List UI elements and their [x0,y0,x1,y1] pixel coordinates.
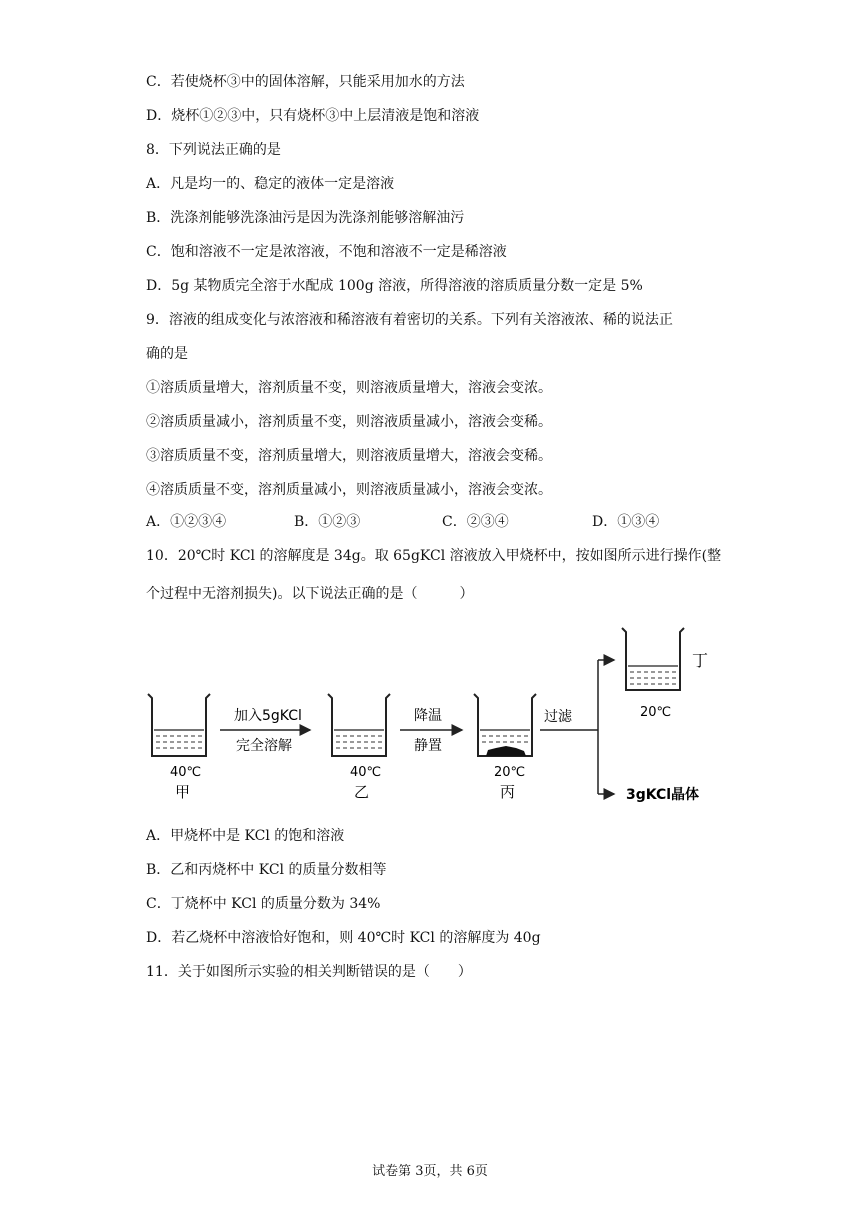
q9-statement-1: ①溶质质量增大，溶剂质量不变，则溶液质量增大，溶液会变浓。 [146,380,552,396]
crystal-precipitate [486,746,526,756]
q8-option-d: D．5g 某物质完全溶于水配成 100g 溶液，所得溶液的溶质质量分数一定是 5% [146,278,643,294]
q9-statement-4: ④溶质质量不变，溶剂质量减小，则溶液质量减小，溶液会变浓。 [146,482,552,498]
q10-option-c: C．丁烧杯中 KCl 的质量分数为 34% [146,896,381,912]
arrow-2-bottom-label: 静置 [414,738,442,754]
q8-option-b: B．洗涤剂能够洗涤油污是因为洗涤剂能够溶解油污 [146,210,465,226]
arrow-2-top-label: 降温 [414,708,442,724]
beaker-ding-name: 丁 [692,651,709,670]
page-footer: 试卷第 3页，共 6页 [372,1164,488,1179]
q7-option-c: C．若使烧杯③中的固体溶解，只能采用加水的方法 [146,74,465,90]
q9-option-b: B．①②③ [294,514,361,530]
q8-stem: 8．下列说法正确的是 [146,142,281,158]
q9-stem: 9．溶液的组成变化与浓溶液和稀溶液有着密切的关系。下列有关溶液浓、稀的说法正 [146,312,673,328]
q10-option-d: D．若乙烧杯中溶液恰好饱和，则 40℃时 KCl 的溶解度为 40g [146,930,541,946]
q9-option-c: C．②③④ [442,514,509,530]
q8-option-c: C．饱和溶液不一定是浓溶液，不饱和溶液不一定是稀溶液 [146,244,507,260]
beaker-bing [474,694,536,756]
q9-option-d: D．①③④ [592,514,660,530]
q10-stem: 10．20℃时 KCl 的溶解度是 34g。取 65gKCl 溶液放入甲烧杯中，按如图所示进行操作(整 [146,548,722,564]
arrow-1-top-label: 加入5gKCl [234,708,302,724]
q10-stem-cont: 个过程中无溶剂损失)。以下说法正确的是（ ） [146,586,474,602]
q9-option-a: A．①②③④ [146,514,227,530]
beaker-jia [148,694,210,756]
crystal-label: 3gKCl晶体 [626,787,700,803]
beaker-yi-temp: 40℃ [350,765,382,780]
beaker-ding [622,628,684,690]
beaker-yi [328,694,390,756]
q9-statement-2: ②溶质质量减小，溶剂质量不变，则溶液质量减小，溶液会变稀。 [146,414,552,430]
arrow-1-bottom-label: 完全溶解 [236,738,292,754]
beaker-jia-name: 甲 [175,783,191,801]
diagram-svg [140,620,720,810]
beaker-yi-name: 乙 [354,783,370,801]
q10-option-a: A．甲烧杯中是 KCl 的饱和溶液 [146,828,345,844]
beaker-ding-temp: 20℃ [640,705,672,720]
q11-stem: 11．关于如图所示实验的相关判断错误的是（ ） [146,964,472,980]
q9-options [146,512,706,532]
q10-option-b: B．乙和丙烧杯中 KCl 的质量分数相等 [146,862,387,878]
beaker-jia-temp: 40℃ [170,765,202,780]
q7-option-d: D．烧杯①②③中，只有烧杯③中上层清液是饱和溶液 [146,108,480,124]
filter-label: 过滤 [544,709,572,725]
experiment-diagram [140,620,720,814]
beaker-bing-name: 丙 [500,783,516,801]
q8-option-a: A．凡是均一的、稳定的液体一定是溶液 [146,176,395,192]
q9-statement-3: ③溶质质量不变，溶剂质量增大，则溶液质量增大，溶液会变稀。 [146,448,552,464]
q9-stem-cont: 确的是 [146,346,188,362]
beaker-bing-temp: 20℃ [494,765,526,780]
